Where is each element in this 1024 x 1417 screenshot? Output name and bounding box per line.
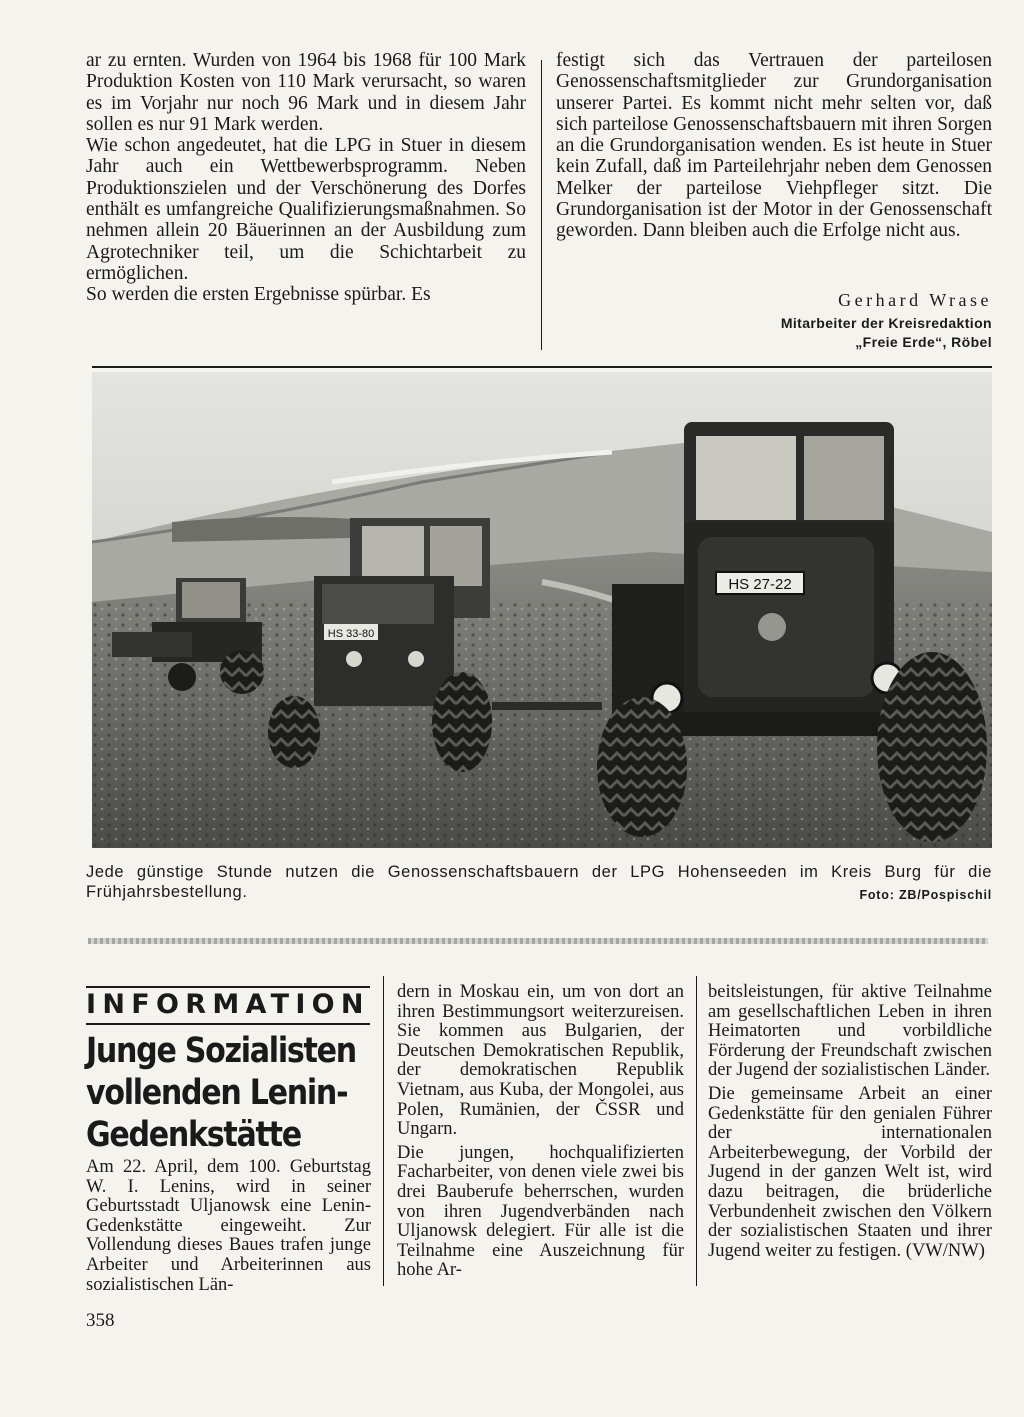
section-separator [88, 938, 988, 944]
headline [86, 1030, 386, 1156]
article-column-1 [86, 50, 526, 306]
rubric-rule-top [86, 986, 370, 988]
tractor-photo [92, 372, 992, 848]
info-column-1 [86, 1158, 371, 1295]
author-role [556, 314, 992, 352]
photo-caption: Jede günstige Stunde nutzen die Genossenschaftsbauern der LPG Hohenseeden im Kreis Burg für die Frühjahrsbestellung. [86, 863, 992, 901]
headline-line-2: vollenden Lenin- [86, 1073, 348, 1113]
rubric-label: INFORMATION [86, 989, 370, 1020]
article-paragraph: Wie schon angedeutet, hat die LPG in Stuer in diesem Jahr auch ein Wettbewerbsprogramm. Neben Produktionszielen und der Verschönerung des Dorfes enthält es umfangreiche Qualifizierungsmaßnahmen. So nehmen allein 20 Bäuerinnen an der Ausbildung zum Agrotechniker teil, um die Schichtarbeit zu ermöglichen. [86, 135, 526, 284]
column-divider [541, 60, 542, 350]
info-paragraph: Die gemeinsame Arbeit an einer Gedenkstätte für den genialen Führer der internationalen Arbeiterbewegung, der Vorbild der Jugend in der ganzen Welt ist, wird dazu beitragen, die brüderliche Verbundenheit zwischen den Völkern der sozialistischen Staaten und ihrer Jugend weiter zu festigen. (VW/NW) [708, 1083, 992, 1261]
info-column-3 [708, 983, 992, 1261]
headline-line-3: Gedenkstätte [86, 1115, 301, 1155]
tractor-photo-drawing [92, 372, 992, 848]
info-divider-1 [383, 976, 384, 1286]
article-column-2 [556, 50, 992, 242]
info-divider-2 [696, 976, 697, 1286]
plate-front: HS 27-22 [728, 576, 792, 593]
author-role-line-1: Mitarbeiter der Kreisredaktion [780, 315, 992, 331]
photo-credit: Foto: ZB/Pospischil [859, 888, 992, 902]
plate-middle: HS 33-80 [327, 628, 375, 640]
author-role-line-2: „Freie Erde“, Röbel [855, 334, 992, 350]
info-paragraph: Die jungen, hochqualifizierten Facharbeiter, von denen viele zwei bis drei Bauberufe beherrschen, wurden von ihren Jugendverbänden nach Uljanowsk delegiert. Für alle ist die Teilnahme eine Auszeichnung für hohe Ar- [397, 1142, 684, 1281]
author-name: Gerhard Wrase [838, 290, 992, 310]
info-paragraph: dern in Moskau ein, um von dort an ihren Bestimmungsort weiterzureisen. Sie kommen aus Bulgarien, der Deutschen Demokratischen Republik, der demokratischen Republik Vietnam, aus Kuba, der Mongolei, aus Polen, Rumänien, der ČSSR und Ungarn. [397, 982, 684, 1140]
rubric-rule-bottom [86, 1023, 370, 1025]
article-paragraph: ar zu ernten. Wurden von 1964 bis 1968 für 100 Mark Produktion Kosten von 110 Mark verursacht, so waren es im Vorjahr nur noch 96 Mark und in diesem Jahr sollen es nur 91 Mark werden. [86, 50, 526, 135]
info-paragraph: beitsleistungen, für aktive Teilnahme am gesellschaftlichen Leben in ihren Heimatorten und vorbildliche Förderung der Freundschaft zwischen der Jugend der sozialistischen Länder. [708, 982, 992, 1081]
info-column-2 [397, 983, 684, 1281]
info-paragraph: Am 22. April, dem 100. Geburtstag W. I. Lenins, wird in seiner Geburtsstadt Uljanowsk eine Lenin-Gedenkstätte eingeweiht. Zur Vollendung dieses Baues trafen junge Arbeiter und Arbeiterinnen aus sozialistischen Län- [86, 1157, 371, 1295]
article-paragraph: festigt sich das Vertrauen der parteilosen Genossenschaftsmitglieder zur Grundorganisation unserer Partei. Es kommt nicht mehr selten vor, daß sich parteilose Genossenschaftsbauern mit ihren Sorgen an die Grundorganisation wenden. Es ist heute in Stuer kein Zufall, daß im Parteilehrjahr neben dem Genossen Melker der parteilose Viehpfleger sitzt. Die Grundorganisation ist der Motor in der Genossenschaft geworden. Dann bleiben auch die Erfolge nicht aus. [556, 50, 992, 242]
top-rule [92, 366, 992, 368]
article-paragraph: So werden die ersten Ergebnisse spürbar. Es [86, 284, 431, 306]
headline-line-1: Junge Sozialisten [86, 1031, 356, 1071]
page-number: 358 [86, 1310, 115, 1331]
